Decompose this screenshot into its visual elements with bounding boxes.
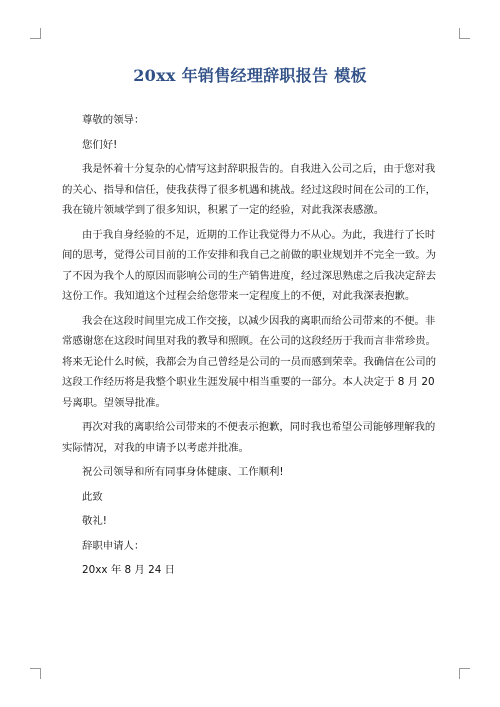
corner-mark-top-left bbox=[30, 28, 41, 39]
corner-mark-top-right bbox=[459, 28, 470, 39]
salutation: 尊敬的领导： bbox=[82, 114, 145, 126]
paragraph-1: 我是怀着十分复杂的心情写这封辞职报告的。自我进入公司之后，由于您对我的关心、指导和信任，使我获得了很多机遇和挑战。经过这段时间在公司的工作，我在镜片领域学到了很多知识，积累了一定的经验，对此我深表感激。 bbox=[62, 163, 437, 216]
document-title: 20xx 年销售经理辞职报告 模板 bbox=[133, 66, 367, 85]
corner-mark-bottom-left bbox=[30, 668, 41, 679]
paragraph-4: 再次对我的离职给公司带来的不便表示抱歉，同时我也希望公司能够理解我的实际情况，对我的申请予以考虑并批准。 bbox=[62, 421, 436, 454]
signer-label: 辞职申请人： bbox=[82, 539, 145, 552]
document-body bbox=[62, 110, 442, 581]
closing-1: 此致 bbox=[82, 490, 103, 503]
corner-mark-bottom-right bbox=[459, 668, 470, 679]
greeting: 您们好! bbox=[82, 138, 118, 151]
paragraph-5: 祝公司领导和所有同事身体健康、工作顺利! bbox=[82, 466, 284, 478]
closing-2: 敬礼! bbox=[82, 515, 107, 527]
paragraph-3: 我会在这段时间里完成工作交接，以减少因我的离职而给公司带来的不便。非常感谢您在这段时间里对我的教导和照顾。在公司的这段经历于我而言非常珍贵。将来无论什么时候，我都会为自己曾经是公司的一员而感到荣幸。我确信在公司的这段工作经历将是我整个职业生涯发展中相当重要的一部分。本人决定于 8 月 20 号离职。望领导批准。 bbox=[62, 314, 437, 409]
date: 20xx 年 8 月 24 日 bbox=[82, 564, 176, 576]
paragraph-2: 由于我自身经验的不足，近期的工作让我觉得力不从心。为此，我进行了长时间的思考，觉得公司目前的工作安排和我自己之前做的职业规划并不完全一致。为了不因为我个人的原因而影响公司的生产销售进度，经过深思熟虑之后我决定辞去这份工作。我知道这个过程会给您带来一定程度上的不便，对此我深表抱歉。 bbox=[62, 228, 437, 302]
